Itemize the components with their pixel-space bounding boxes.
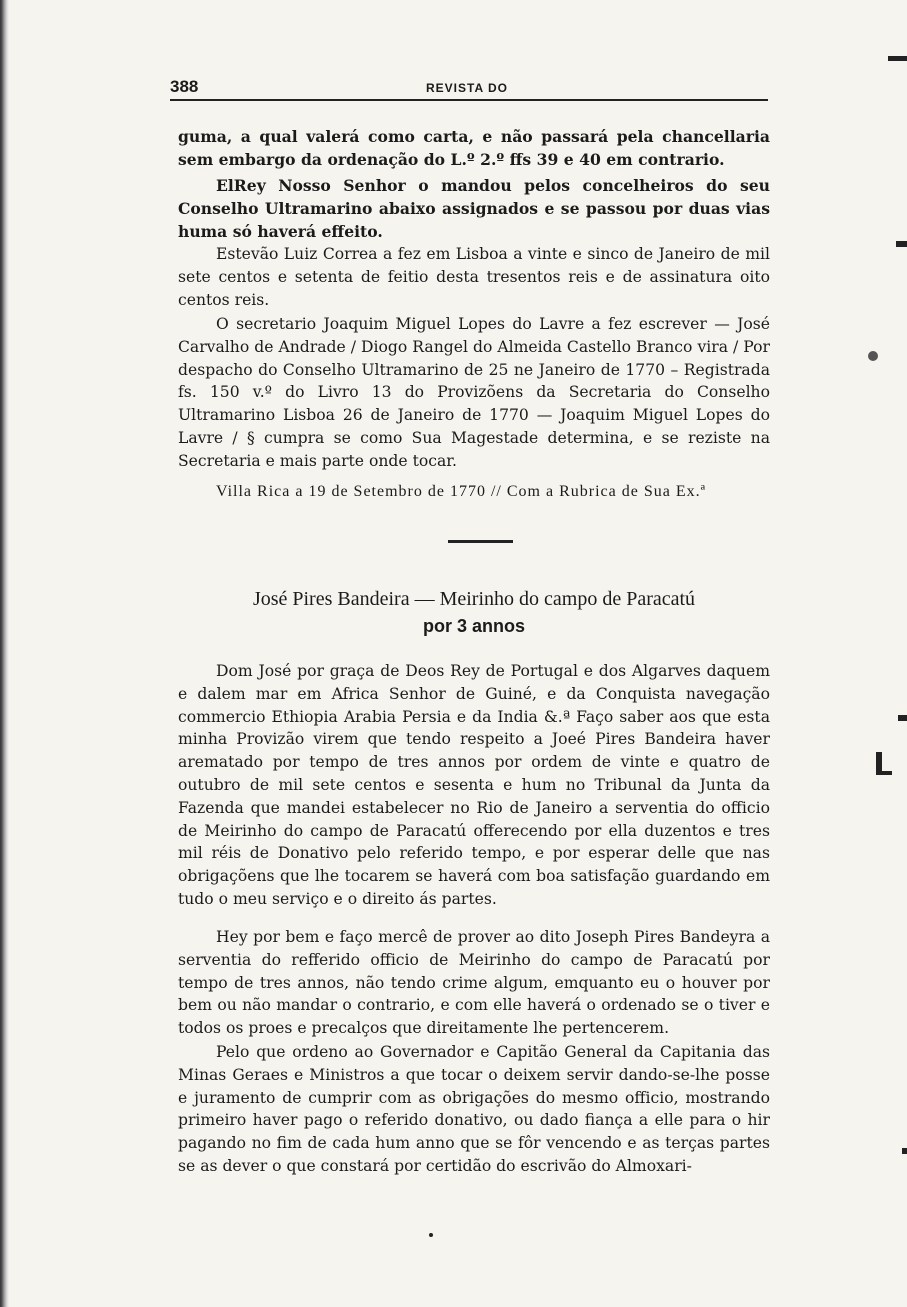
scan-speck [898, 715, 907, 721]
paragraph-secretary: O secretario Joaquim Miguel Lopes do Lavre a fez escrever — José Carvalho de Andrade / Diogo Rangel do Almeida Castello Branco vira / Por despacho do Conselho Ultramarino de 25 ne Janeiro de 1770 – Registrada fs. 150 v.º do Livro 13 do Provizõens da Secretaria do Conselho Ultramarino Lisboa 26 de Janeiro de 1770 — Joaquim Miguel Lopes do Lavre / § cumpra se como Sua Magestade determina, e se reziste na Secretaria e mais parte onde tocar. [178, 315, 770, 470]
paragraph-provision: Dom José por graça de Deos Rey de Portugal e dos Algarves daquem e dalem mar em Africa Senhor de Guiné, e da Conquista navegação commercio Ethiopia Arabia Persia e da India &.ª Faço saber aos que esta minha Provizão virem que tendo respeito a Joeé Pires Bandeira haver arematado por tempo de tres annos por ordem de vinte e quatro de outubro de mil sete centos e sesenta e hum no Tribunal da Junta da Fazenda que mandei estabelecer no Rio de Janeiro a serventia do officio de Meirinho do campo de Paracatú offerecendo por ella duzentos e tres mil réis de Donativo pelo referido tempo, e por esperar delle que nas obrigaçõens que lhe tocarem se haverá com boa satisfação guardando em tudo o meu serviço e o direito ás partes. [178, 662, 770, 908]
paragraph-continuation: guma, a qual valerá como carta, e não passará pela chancellaria sem embargo da ordenação do L.º 2.º ffs 39 e 40 em contrario. [178, 127, 770, 169]
paragraph-appointment: Hey por bem e faço mercê de prover ao dito Joseph Pires Bandeyra a serventia do refferido officio de Meirinho do campo de Paracatú por tempo de tres annos, não tendo crime algum, emquanto eu o houver por bem ou não mandar o contrario, e com elle haverá o ordenado se o tiver e todos os proes e precalços que direitamente lhe pertencerem. [178, 928, 770, 1038]
scan-speck [902, 1148, 907, 1154]
paragraph-scribe: Estevão Luiz Correa a fez em Lisboa a vinte e sinco de Janeiro de mil sete centos e setenta de feitio desta tresentos reis e de assinatura oito centos reis. [178, 245, 770, 309]
paragraph-date-signature: Villa Rica a 19 de Setembro de 1770 // Com a Rubrica de Sua Ex.ª [216, 483, 707, 500]
scan-edge [0, 0, 9, 1307]
paragraph-orders: Pelo que ordeno ao Governador e Capitão General da Capitania das Minas Geraes e Ministros a que tocar o deixem servir dando-se-lhe posse e juramento de cumprir com as obrigações do mesmo officio, mostrando primeiro haver pago o referido donativo, ou dado fiança a elle para o hir pagando no fim de cada hum anno que se fôr vencendo e as terças partes se as dever o que constará por certidão do escrivão do Almoxari- [178, 1043, 770, 1175]
header-rule [170, 99, 768, 101]
section-heading [178, 586, 770, 640]
scan-speck [896, 241, 907, 247]
page-number: 388 [170, 77, 199, 96]
paragraph-order: ElRey Nosso Senhor o mandou pelos concelheiros do seu Conselho Ultramarino abaixo assignados e se passou por duas vias huma só haverá effeito. [178, 176, 770, 241]
section-heading-line1: José Pires Bandeira — Meirinho do campo de Paracatú [252, 588, 696, 610]
scan-speck [868, 351, 878, 361]
section-divider [448, 540, 513, 543]
section-heading-line2: por 3 annos [422, 616, 525, 636]
scan-speck [888, 56, 907, 61]
page-header [168, 75, 768, 101]
running-title: REVISTA DO [426, 81, 509, 95]
scan-speck [876, 771, 892, 775]
scan-speck [429, 1233, 433, 1237]
